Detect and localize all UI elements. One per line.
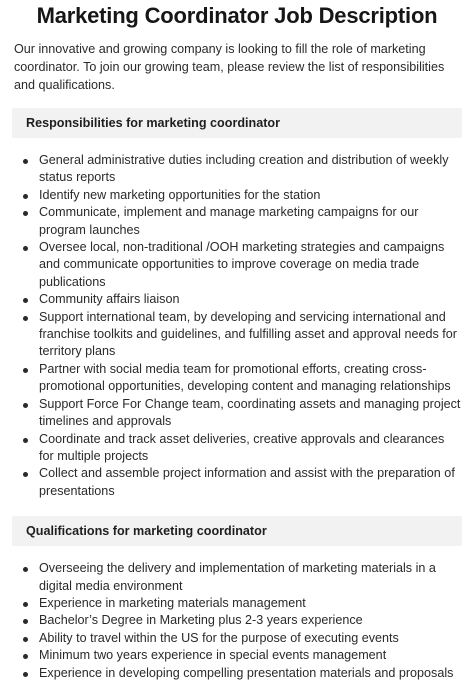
- list-item: [22, 465, 462, 500]
- bullet-icon: [23, 602, 28, 607]
- list-item-text: Community affairs liaison: [39, 292, 180, 307]
- qualifications-heading: Qualifications for marketing coordinator: [12, 516, 462, 546]
- list-item: [22, 152, 462, 187]
- list-item: [22, 665, 462, 682]
- intro-paragraph: Our innovative and growing company is looking to fill the role of marketing coordinator. To join our growing team, please review the list of responsibilities and qualifications.: [14, 42, 445, 92]
- list-item: [22, 560, 462, 595]
- list-item: [22, 431, 462, 466]
- responsibilities-heading: Responsibilities for marketing coordinator: [12, 108, 462, 138]
- bullet-icon: [23, 654, 28, 659]
- bullet-icon: [23, 567, 28, 572]
- list-item: [22, 204, 462, 239]
- bullet-icon: [23, 472, 28, 477]
- bullet-icon: [23, 619, 28, 624]
- list-item: [22, 612, 462, 629]
- list-item: [22, 396, 462, 431]
- list-item-text: Minimum two years experience in special events management: [39, 648, 387, 663]
- responsibilities-list: [12, 152, 462, 500]
- list-item-text: Partner with social media team for promotional efforts, creating cross-promotional opportunities, developing content and managing relationships: [39, 361, 451, 394]
- bullet-icon: [23, 438, 28, 443]
- list-item: [22, 647, 462, 664]
- list-item-text: Experience in marketing materials management: [39, 595, 306, 610]
- bullet-icon: [23, 246, 28, 251]
- list-item: [22, 187, 462, 204]
- list-item-text: Ability to travel within the US for the purpose of executing events: [39, 630, 399, 645]
- list-item-text: Bachelor’s Degree in Marketing plus 2-3 years experience: [39, 613, 363, 628]
- list-item: [22, 630, 462, 647]
- list-item-text: Experience in developing compelling presentation materials and proposals: [39, 665, 454, 680]
- bullet-icon: [23, 159, 28, 164]
- list-item-text: Support international team, by developing and servicing international and franchise toolkits and guidelines, and fulfilling asset and approval needs for territory plans: [39, 309, 457, 359]
- list-item-text: Identify new marketing opportunities for the station: [39, 187, 321, 202]
- list-item-text: Oversee local, non-traditional /OOH marketing strategies and campaigns and communicate opportunities to improve coverage on media trade publications: [39, 240, 445, 289]
- bullet-icon: [23, 637, 28, 642]
- bullet-icon: [23, 211, 28, 216]
- list-item-text: Coordinate and track asset deliveries, creative approvals and clearances for multiple projects: [39, 431, 445, 463]
- list-item-text: General administrative duties including creation and distribution of weekly status reports: [39, 153, 449, 185]
- bullet-icon: [23, 194, 28, 199]
- bullet-icon: [23, 672, 28, 677]
- list-item-text: Overseeing the delivery and implementation of marketing materials in a digital media environment: [39, 561, 436, 593]
- bullet-icon: [23, 368, 28, 373]
- bullet-icon: [23, 316, 28, 321]
- list-item-text: Communicate, implement and manage marketing campaigns for our program launches: [39, 205, 419, 237]
- list-item: [22, 361, 462, 396]
- list-item: [22, 309, 462, 361]
- list-item: [22, 239, 462, 291]
- list-item-text: Support Force For Change team, coordinating assets and managing project timelines and approvals: [39, 396, 461, 429]
- bullet-icon: [23, 403, 28, 408]
- page-title: Marketing Coordinator Job Description: [36, 3, 438, 28]
- list-item: [22, 291, 462, 308]
- list-item: [22, 595, 462, 612]
- list-item-text: Collect and assemble project information and assist with the preparation of presentations: [39, 466, 455, 498]
- bullet-icon: [23, 298, 28, 303]
- qualifications-list: [12, 560, 462, 682]
